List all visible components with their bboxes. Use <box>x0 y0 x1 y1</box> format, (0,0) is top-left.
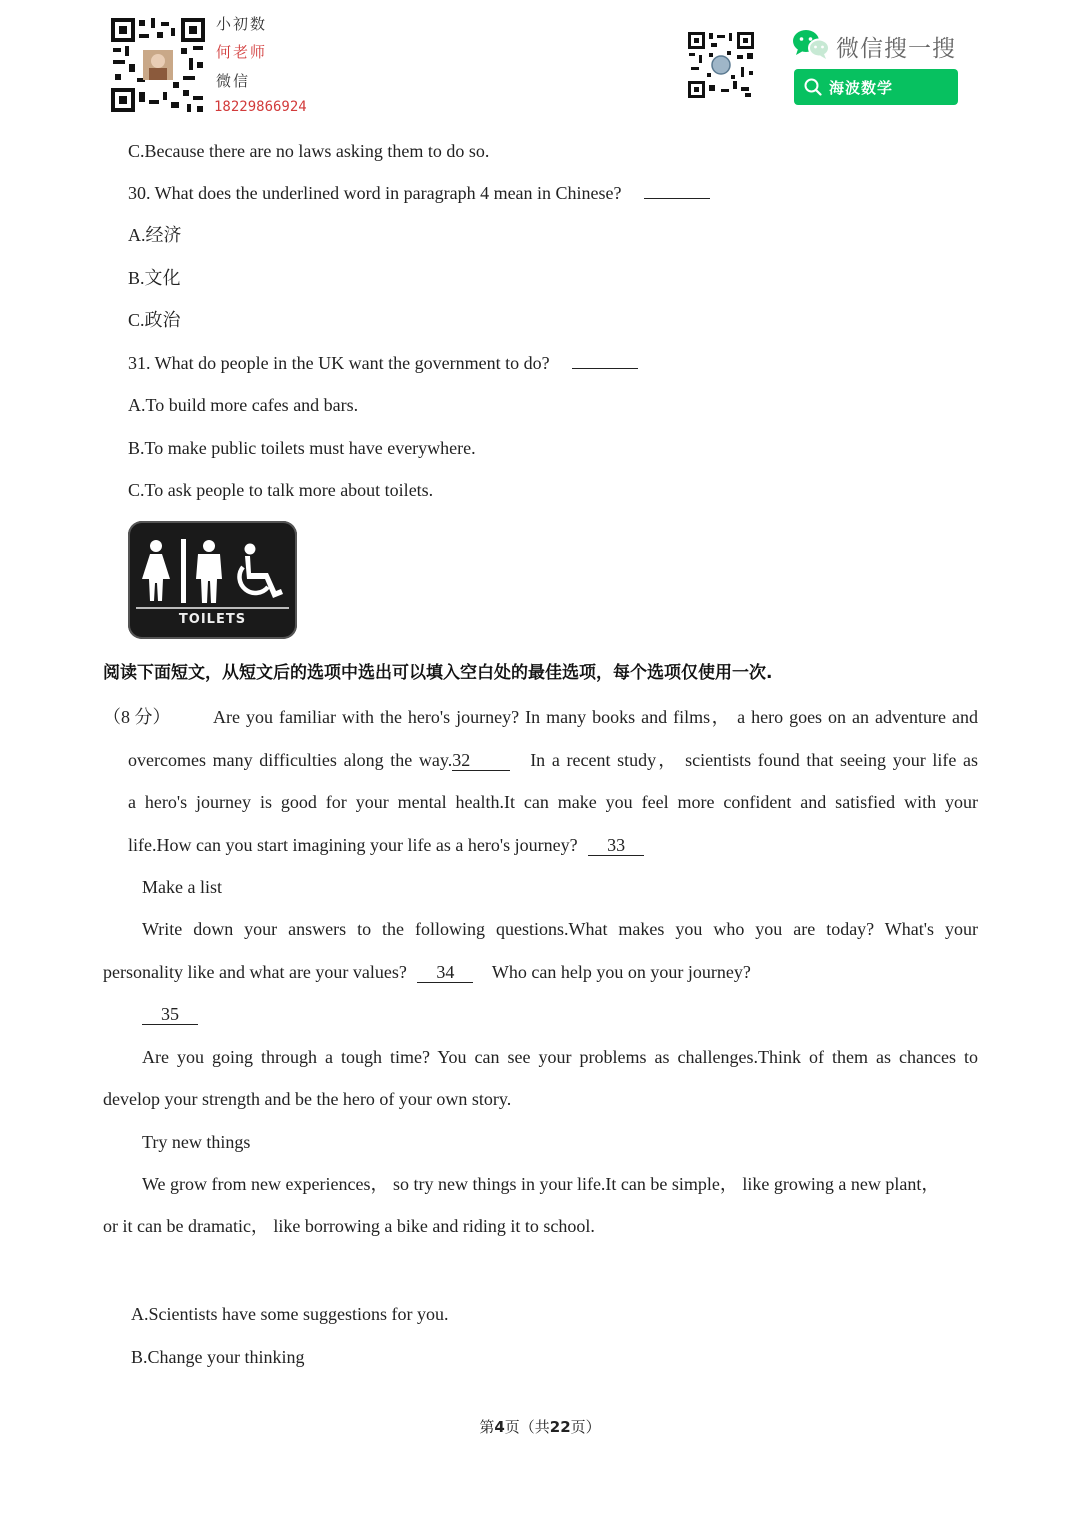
wechat-search-label: 微信搜一搜 <box>836 36 956 62</box>
p1-line3-text: a hero's journey is good for your mental health.It can make you feel more confident and satisfied with your <box>128 792 978 812</box>
wechat-label: 微信 <box>216 72 251 90</box>
option-b: B.Change your thinking <box>131 1347 305 1367</box>
wheelchair-icon <box>230 543 288 603</box>
blank-32[interactable]: 32 <box>452 750 510 771</box>
p3-line1-text: Are you going through a tough time? You can see your problems as challenges.Think of them as chances to <box>142 1047 978 1067</box>
page-footer <box>0 1416 1080 1437</box>
q30-option-b: B.文化 <box>128 268 181 288</box>
subheading-try-new-things: Try new things <box>142 1132 251 1152</box>
q30-stem <box>128 181 710 205</box>
subheading-make-a-list: Make a list <box>142 877 222 897</box>
p1-line4 <box>128 833 644 857</box>
p2-line1-text: Write down your answers to the following questions.What makes you who you are today? What's your <box>142 919 978 939</box>
q31-stem-text: 31. What do people in the UK want the government to do? <box>128 353 550 373</box>
p1-line3 <box>128 790 978 814</box>
sign-rule <box>136 607 289 609</box>
q31-option-b: B.To make public toilets must have everywhere. <box>128 438 476 458</box>
q31-stem <box>128 351 638 375</box>
q30-answer-blank[interactable] <box>644 184 710 199</box>
q30-stem-text: 30. What does the underlined word in paragraph 4 mean in Chinese? <box>128 183 622 203</box>
p4-line2: or it can be dramatic， like borrowing a bike and riding it to school. <box>103 1216 595 1236</box>
footer-mid: 页（共 <box>504 1420 550 1436</box>
blank-33[interactable]: 33 <box>588 835 644 856</box>
footer-pre: 第 <box>479 1420 495 1436</box>
female-icon <box>138 539 174 601</box>
teacher-name: 何老师 <box>216 43 268 61</box>
p3-line2: develop your strength and be the hero of your own story. <box>103 1089 512 1109</box>
footer-page-number: 4 <box>494 1418 505 1436</box>
toilet-sign <box>128 521 297 639</box>
q29-option-c: C.Because there are no laws asking them to do so. <box>128 141 490 161</box>
p1-line4-text: life.How can you start imagining your life as a hero's journey? <box>128 835 578 855</box>
blank-35[interactable]: 35 <box>142 1004 198 1025</box>
p2-line1 <box>142 917 978 941</box>
p2-line2-text-b: Who can help you on your journey? <box>491 962 751 982</box>
blank-35-line <box>142 1002 198 1026</box>
option-a: A.Scientists have some suggestions for you. <box>131 1304 449 1324</box>
p2-line2-text-a: personality like and what are your values? <box>103 962 407 982</box>
search-query-text: 海波数学 <box>829 79 894 97</box>
p4-line1: We grow from new experiences， so try new things in your life.It can be simple， like growing a new plant， <box>142 1174 940 1194</box>
blank-34[interactable]: 34 <box>417 962 473 983</box>
p1-line1-text: Are you familiar with the hero's journey? In many books and films， a hero goes on an adventure and <box>213 707 978 727</box>
p1-line2 <box>128 748 978 772</box>
divider-bar <box>181 539 186 603</box>
qr-code-left <box>109 16 207 114</box>
p3-line1 <box>142 1045 978 1069</box>
p1-line2-text-a: overcomes many difficulties along the way. <box>128 750 453 770</box>
wechat-logo-icon <box>792 28 830 60</box>
male-icon <box>192 539 226 603</box>
phone-number: 18229866924 <box>214 99 307 115</box>
footer-total-pages: 22 <box>549 1418 571 1436</box>
footer-post: 页） <box>570 1420 601 1436</box>
q31-option-c: C.To ask people to talk more about toilets. <box>128 480 434 500</box>
p1-line1 <box>213 705 978 729</box>
sign-label: TOILETS <box>178 612 247 627</box>
contact-line1: 小初数 <box>216 15 268 33</box>
p2-line2 <box>103 960 751 984</box>
q30-option-c: C.政治 <box>128 310 181 330</box>
section-instruction: 阅读下面短文，从短文后的选项中选出可以填入空白处的最佳选项，每个选项仅使用一次. <box>103 663 773 683</box>
q31-answer-blank[interactable] <box>572 354 638 369</box>
p1-line2-text-b: In a recent study， scientists found that seeing your life as <box>530 750 978 770</box>
search-icon <box>804 78 822 96</box>
q31-option-a: A.To build more cafes and bars. <box>128 395 359 415</box>
q30-option-a: A.经济 <box>128 225 182 245</box>
wechat-search-box[interactable] <box>794 69 958 105</box>
qr-code-right <box>687 31 755 99</box>
section-score: （8 分） <box>103 707 171 727</box>
